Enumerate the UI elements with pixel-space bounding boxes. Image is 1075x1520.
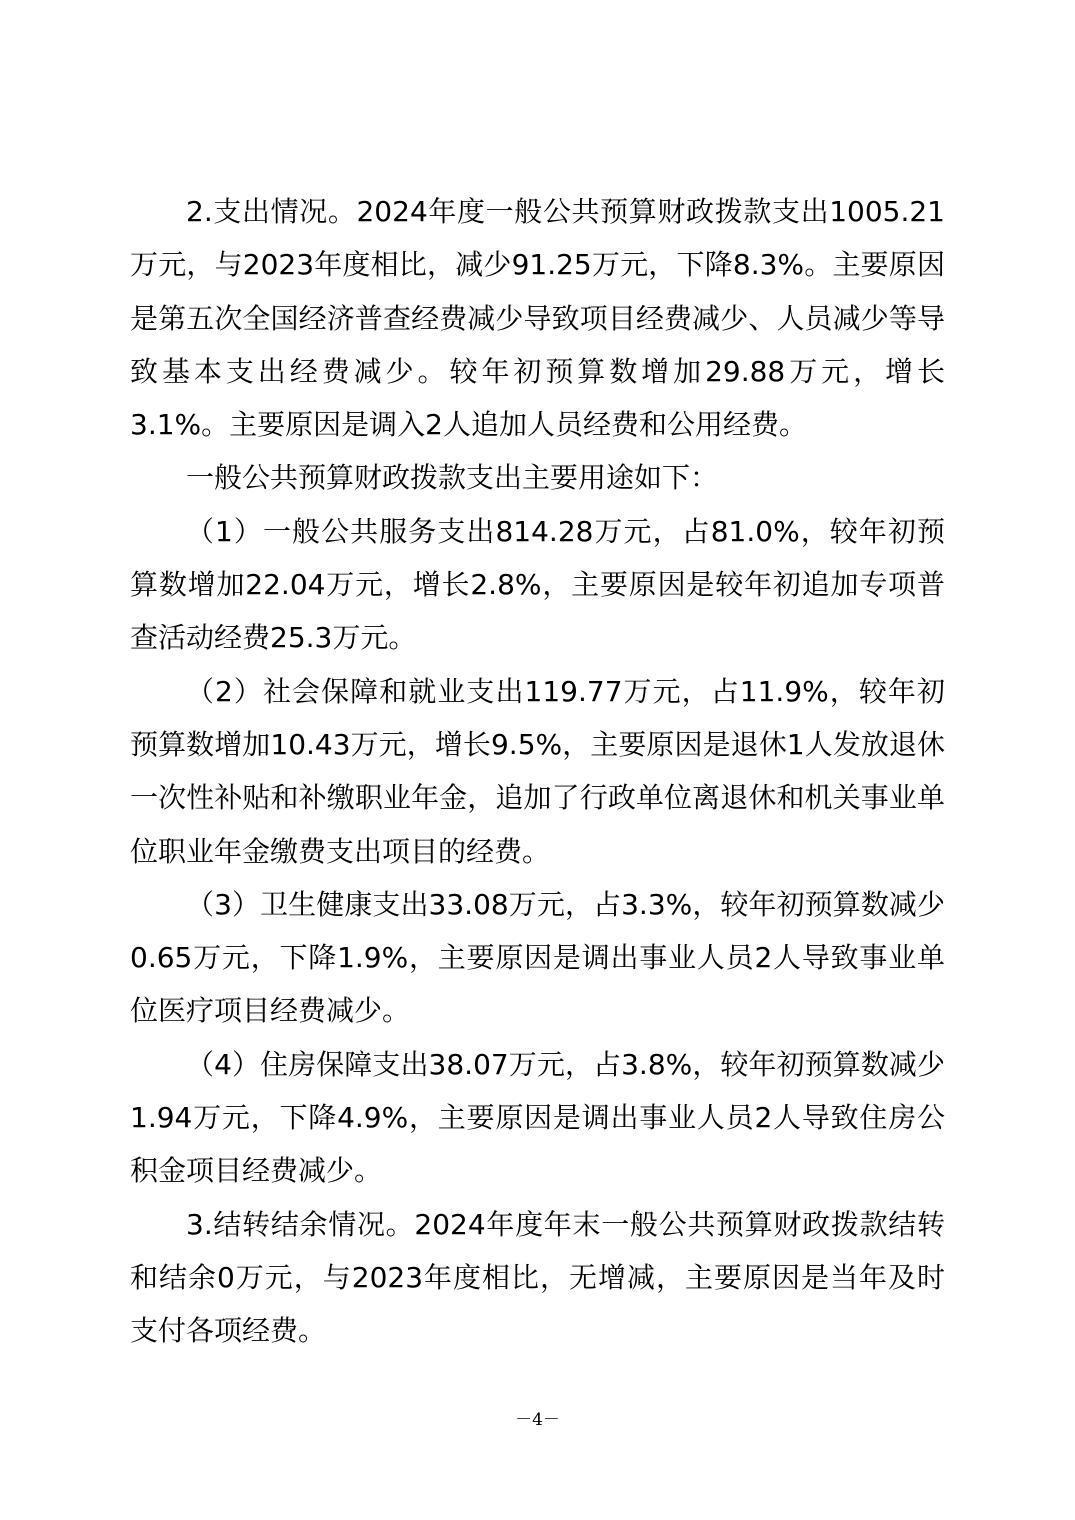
paragraph-social-security: （2）社会保障和就业支出119.77万元，占11.9%，较年初预算数增加10.43万元，增长9.5%，主要原因是退休1人发放退休一次性补贴和补缴职业年金，追加了行政单位离退休和机关事业单位职业年金缴费支出项目的经费。 [130, 674, 945, 868]
body-text [130, 185, 945, 1358]
paragraph-main-uses-intro: 一般公共预算财政拨款支出主要用途如下： [186, 461, 719, 495]
paragraph-housing: （4）住房保障支出38.07万元，占3.8%，较年初预算数减少1.94万元，下降4.9%，主要原因是调出事业人员2人导致住房公积金项目经费减少。 [130, 1047, 945, 1188]
paragraph-general-public-services: （1）一般公共服务支出814.28万元，占81.0%，较年初预算数增加22.04万元，增长2.8%，主要原因是较年初追加专项普查活动经费25.3万元。 [130, 514, 945, 655]
paragraph-expenditure: 2.支出情况。2024年度一般公共预算财政拨款支出1005.21万元，与2023年度相比，减少91.25万元，下降8.3%。主要原因是第五次全国经济普查经费减少导致项目经费减少、人员减少等导致基本支出经费减少。较年初预算数增加29.88万元，增长3.1%。主要原因是调入2人追加人员经费和公用经费。 [130, 195, 945, 442]
paragraph-health: （3）卫生健康支出33.08万元，占3.3%，较年初预算数减少0.65万元，下降1.9%，主要原因是调出事业人员2人导致事业单位医疗项目经费减少。 [130, 887, 945, 1028]
page-number: －4－ [515, 1410, 560, 1430]
paragraph-carryover: 3.结转结余情况。2024年度年末一般公共预算财政拨款结转和结余0万元，与2023年度相比，无增减，主要原因是当年及时支付各项经费。 [130, 1207, 945, 1348]
